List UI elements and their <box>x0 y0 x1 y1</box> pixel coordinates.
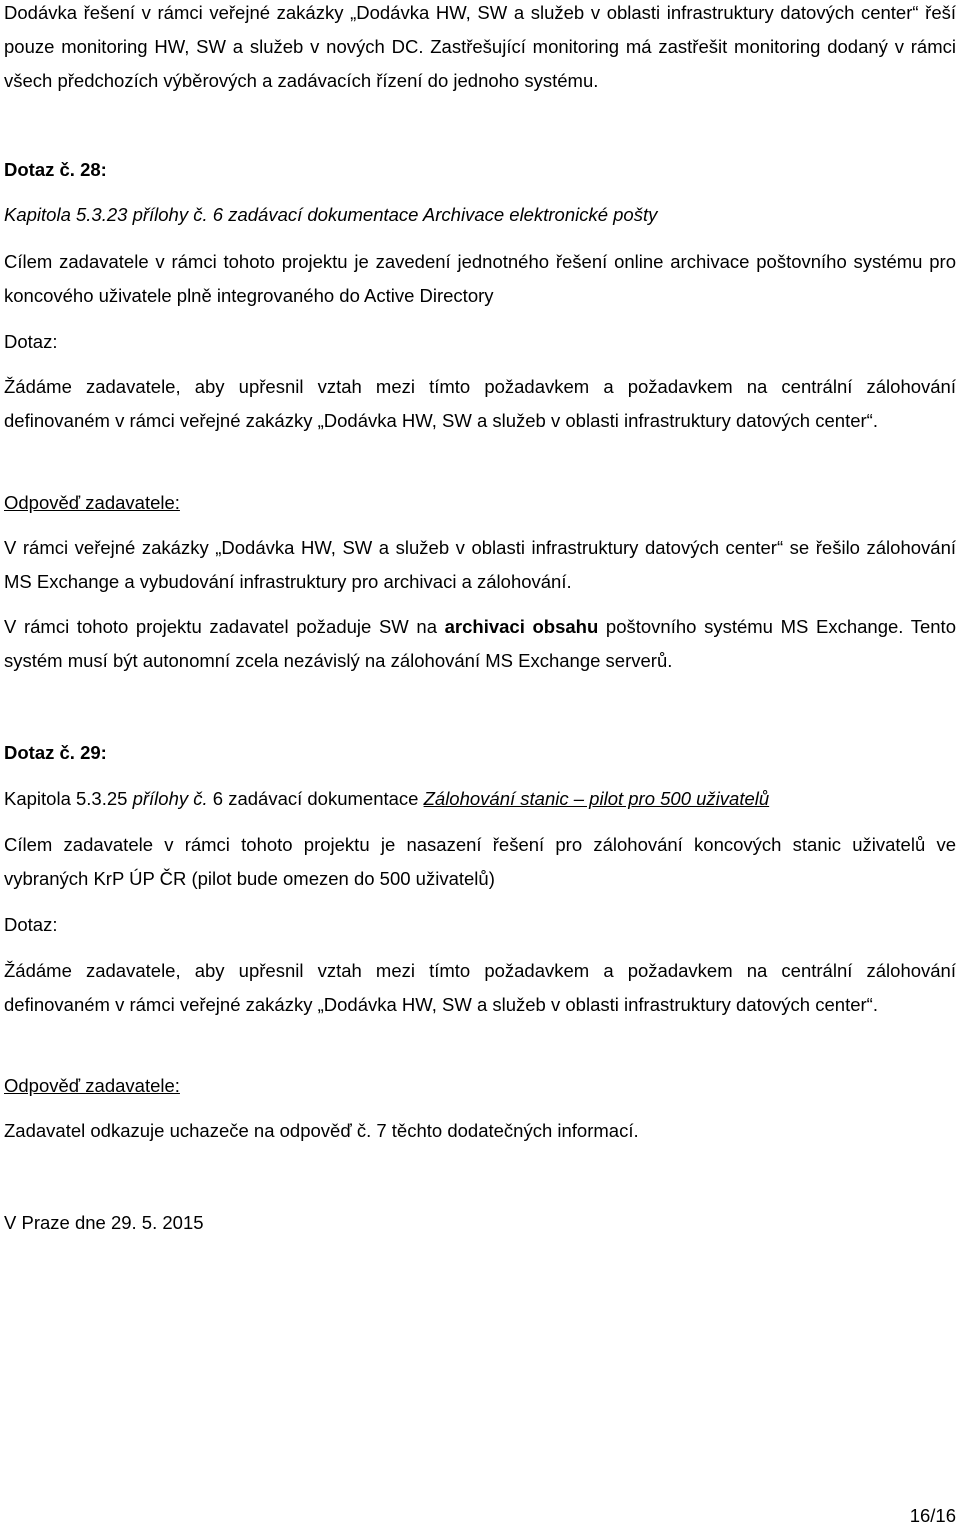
intro-paragraph: Dodávka řešení v rámci veřejné zakázky „Dodávka HW, SW a služeb v oblasti infrastruktury datových center“ řeší pouze monitoring HW, SW a služeb v nových DC. Zastřešující monitoring má zastřešit monitoring dodaný v rámci všech předchozích výběrových a zadávacích řízení do jednoho systému. <box>4 2 956 91</box>
q29-goal: Cílem zadavatele v rámci tohoto projektu je nasazení řešení pro zálohování koncových stanic uživatelů ve vybraných KrP ÚP ČR (pilot bude omezen do 500 uživatelů) <box>4 834 956 889</box>
q28-question-label: Dotaz: <box>4 331 58 352</box>
q28-heading: Dotaz č. 28: <box>4 159 107 180</box>
q29-chapter-pre: Kapitola 5.3.25 <box>4 788 133 809</box>
q29-chapter-title: Zálohování stanic – pilot pro 500 uživatelů <box>423 788 770 809</box>
q29-question: Žádáme zadavatele, aby upřesnil vztah mezi tímto požadavkem a požadavkem na centrální zálohování definovaném v rámci veřejné zakázky „Dodávka HW, SW a služeb v oblasti infrastruktury datových center“. <box>4 960 956 1015</box>
q29-heading: Dotaz č. 29: <box>4 742 107 763</box>
place-date: V Praze dne 29. 5. 2015 <box>4 1212 204 1233</box>
q28-answer-2 <box>4 610 956 678</box>
q29-chapter-mid: 6 zadávací dokumentace <box>207 788 424 809</box>
q29-chapter-italic: přílohy č. <box>132 788 208 809</box>
q29-answer-label: Odpověď zadavatele: <box>4 1075 180 1096</box>
q28-answer-2-pre: V rámci tohoto projektu zadavatel požaduje SW na <box>4 616 445 637</box>
q28-answer-2-bold: archivaci obsahu <box>444 616 599 637</box>
q29-question-label: Dotaz: <box>4 914 58 935</box>
q28-answer-label: Odpověď zadavatele: <box>4 492 180 513</box>
q28-chapter-italic: Kapitola 5.3.23 přílohy č. <box>4 204 208 225</box>
q28-chapter-title: 6 zadávací dokumentace Archivace elektronické pošty <box>207 204 658 225</box>
q28-chapter <box>4 198 657 232</box>
q29-chapter <box>4 782 769 816</box>
q28-goal: Cílem zadavatele v rámci tohoto projektu je zavedení jednotného řešení online archivace poštovního systému pro koncového uživatele plně integrovaného do Active Directory <box>4 251 956 306</box>
q28-answer-1: V rámci veřejné zakázky „Dodávka HW, SW a služeb v oblasti infrastruktury datových center“ se řešilo zálohování MS Exchange a vybudování infrastruktury pro archivaci a zálohování. <box>4 537 956 592</box>
q28-answer-2-post: poštovního systému MS Exchange. Tento systém musí být autonomní zcela nezávislý na zálohování MS Exchange serverů. <box>4 616 956 671</box>
q29-answer: Zadavatel odkazuje uchazeče na odpověď č. 7 těchto dodatečných informací. <box>4 1120 639 1141</box>
page-number: 16/16 <box>909 1505 956 1526</box>
q28-question: Žádáme zadavatele, aby upřesnil vztah mezi tímto požadavkem a požadavkem na centrální zálohování definovaném v rámci veřejné zakázky „Dodávka HW, SW a služeb v oblasti infrastruktury datových center“. <box>4 376 956 431</box>
